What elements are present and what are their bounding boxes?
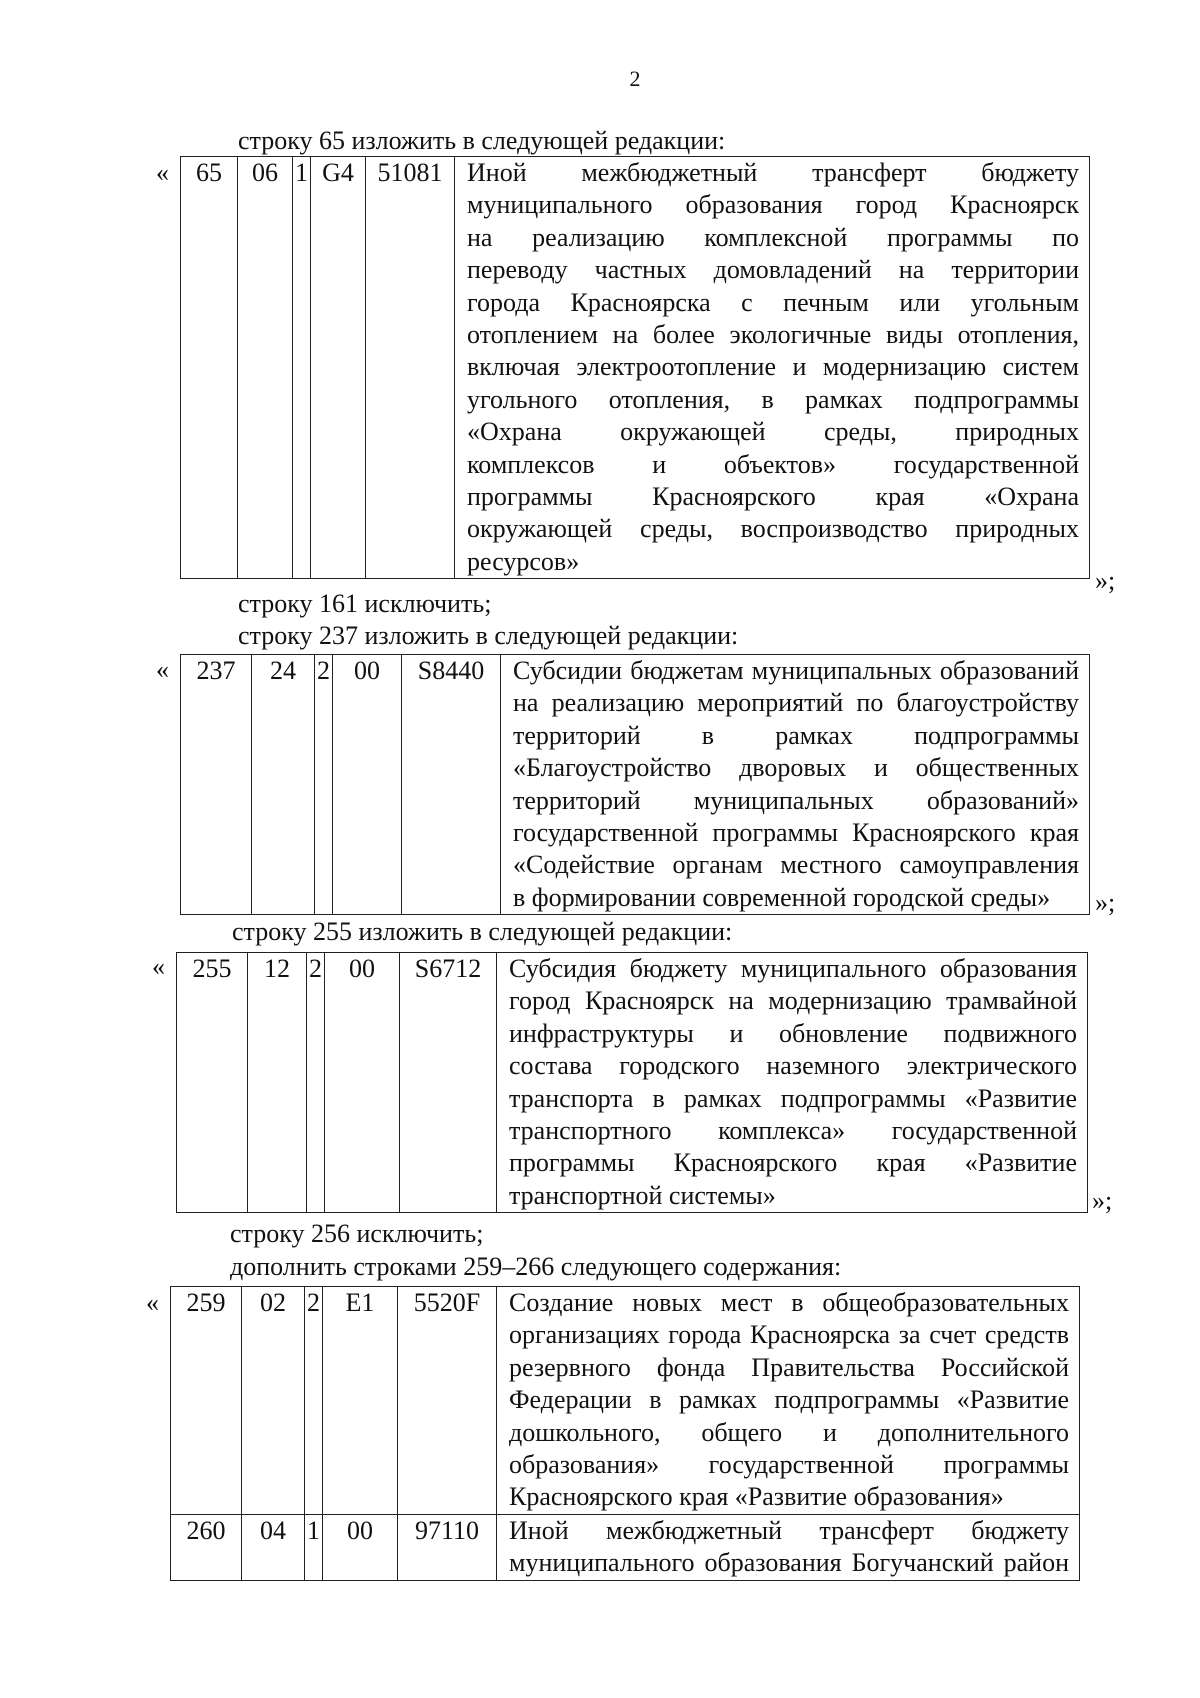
description-line: отоплением на более экологичные виды отопления, (467, 320, 1079, 350)
description-line: Красноярского края «Развитие образования» (509, 1482, 1004, 1512)
description-line: Субсидии бюджетам муниципальных образований (513, 656, 1079, 685)
description-line: транспортного комплекса» государственной (509, 1116, 1077, 1146)
description-line: Иной межбюджетный трансферт бюджету (509, 1515, 1069, 1545)
code-cell: 1 (293, 157, 311, 579)
code-cell: 00 (323, 1514, 398, 1580)
code-cell: 51081 (366, 157, 455, 579)
code-cell: 00 (333, 655, 402, 915)
description-line: ресурсов» (467, 546, 580, 576)
description-line: муниципального образования Богучанский район (509, 1548, 1069, 1578)
amendment-intro-rows-259-266: дополнить строками 259–266 следующего содержания: (230, 1252, 842, 1281)
code-cell: 2 (315, 655, 333, 915)
description-cell (497, 953, 1088, 1213)
description-line: «Охрана окружающей среды, природных (467, 417, 1079, 447)
close-quote: »; (1095, 566, 1116, 595)
code-cell: S8440 (402, 655, 501, 915)
open-quote: « (152, 952, 165, 981)
row-number-cell: 237 (181, 655, 252, 915)
description-line: состава городского наземного электрического (509, 1051, 1077, 1081)
row-number-cell: 259 (171, 1287, 242, 1515)
description-line: город Красноярск на модернизацию трамвайной (509, 986, 1077, 1016)
description-line: программы Красноярского края «Развитие (509, 1148, 1077, 1178)
description-line: города Красноярска с печным или угольным (467, 287, 1079, 317)
description-line: территорий муниципальных образований» (513, 785, 1079, 815)
close-quote: »; (1092, 1186, 1113, 1215)
description-line: комплексов и объектов» государственной (467, 449, 1079, 479)
code-cell: 2 (305, 1287, 323, 1515)
description-line: на реализацию комплексной программы по (467, 222, 1079, 252)
amendment-intro-row-255: строку 255 изложить в следующей редакции: (232, 917, 733, 946)
description-line: Субсидия бюджету муниципального образования (509, 954, 1077, 983)
open-quote: « (156, 655, 169, 684)
description-line: муниципального образования город Красноярск (467, 190, 1079, 220)
amendment-intro-row-65: строку 65 изложить в следующей редакции: (238, 126, 726, 155)
code-cell: 97110 (398, 1514, 497, 1580)
description-line: «Благоустройство дворовых и общественных (513, 753, 1079, 783)
description-line: программы Красноярского края «Охрана (467, 482, 1079, 512)
description-line: окружающей среды, воспроизводство природных (467, 514, 1079, 544)
amendment-note-row-256: строку 256 исключить; (230, 1219, 484, 1248)
code-cell: 24 (252, 655, 315, 915)
description-cell (455, 157, 1090, 579)
description-line: Федерации в рамках подпрограммы «Развитие (509, 1385, 1069, 1415)
description-line: включая электроотопление и модернизацию систем (467, 352, 1079, 382)
table-row (181, 157, 1090, 579)
amendment-table-rows-259-266 (170, 1286, 1080, 1581)
open-quote: « (156, 158, 169, 187)
description-line: образования» государственной программы (509, 1450, 1069, 1480)
description-line: переводу частных домовладений на территории (467, 255, 1079, 285)
description-line: в формировании современной городской среды» (513, 882, 1051, 912)
code-cell: 00 (325, 953, 400, 1213)
code-cell: 02 (242, 1287, 305, 1515)
table-row (177, 953, 1088, 1213)
amendment-table-row-65 (180, 156, 1090, 579)
code-cell: 06 (238, 157, 293, 579)
code-cell: 2 (307, 953, 325, 1213)
table-row (181, 655, 1090, 915)
table-row (171, 1514, 1080, 1580)
description-line: организациях города Красноярска за счет средств (509, 1320, 1069, 1350)
description-line: «Содействие органам местного самоуправления (513, 850, 1079, 880)
code-cell: 04 (242, 1514, 305, 1580)
description-line: инфраструктуры и обновление подвижного (509, 1018, 1077, 1048)
description-cell (497, 1514, 1080, 1580)
open-quote: « (146, 1288, 159, 1317)
row-number-cell: 65 (181, 157, 238, 579)
description-line: территорий в рамках подпрограммы (513, 720, 1079, 750)
description-line: резервного фонда Правительства Российской (509, 1352, 1069, 1382)
description-line: транспортной системы» (509, 1180, 776, 1210)
description-line: угольного отопления, в рамках подпрограммы (467, 384, 1079, 414)
description-line: государственной программы Красноярского края (513, 818, 1079, 848)
amendment-table-row-255 (176, 952, 1088, 1213)
row-number-cell: 255 (177, 953, 248, 1213)
code-cell: 12 (248, 953, 307, 1213)
description-cell (497, 1287, 1080, 1515)
table-row (171, 1287, 1080, 1515)
close-quote: »; (1095, 888, 1116, 917)
description-cell (501, 655, 1090, 915)
description-line: Иной межбюджетный трансферт бюджету (467, 158, 1079, 187)
description-line: транспорта в рамках подпрограммы «Развитие (509, 1083, 1077, 1113)
code-cell: G4 (311, 157, 366, 579)
amendment-intro-row-237: строку 237 изложить в следующей редакции: (238, 621, 739, 650)
code-cell: 5520F (398, 1287, 497, 1515)
page-number: 2 (629, 66, 641, 91)
amendment-note-row-161: строку 161 исключить; (238, 589, 492, 618)
description-line: на реализацию мероприятий по благоустройству (513, 688, 1079, 718)
description-line: Создание новых мест в общеобразовательных (509, 1288, 1069, 1317)
code-cell: 1 (305, 1514, 323, 1580)
code-cell: S6712 (400, 953, 497, 1213)
code-cell: E1 (323, 1287, 398, 1515)
row-number-cell: 260 (171, 1514, 242, 1580)
description-line: дошкольного, общего и дополнительного (509, 1417, 1069, 1447)
amendment-table-row-237 (180, 654, 1090, 915)
